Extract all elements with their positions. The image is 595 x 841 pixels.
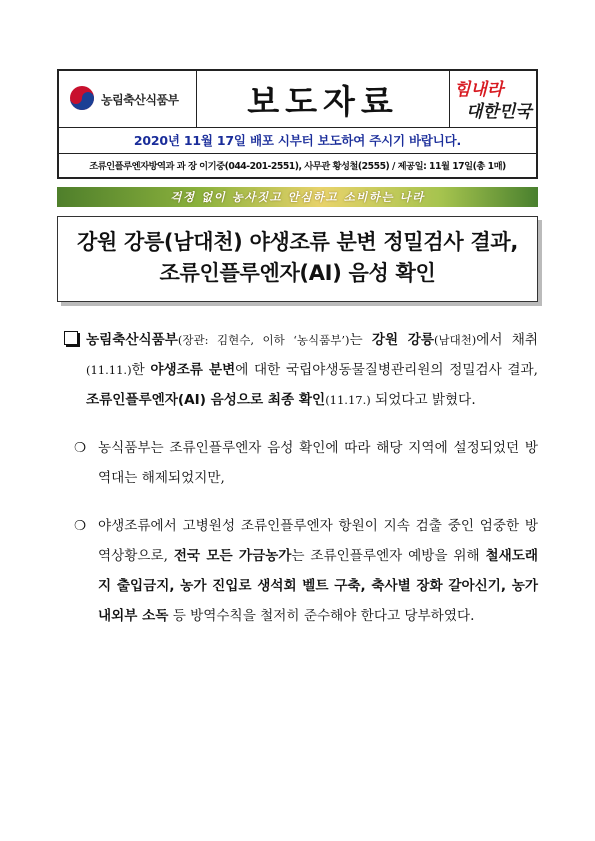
release-note: 2020년 11월 17일 배포 시부터 보도하여 주시기 바랍니다.: [133, 133, 462, 148]
headline-line-1: 강원 강릉(남대천) 야생조류 분변 정밀검사 결과,: [76, 230, 519, 254]
release-note-row: [59, 127, 536, 154]
sub-paragraph-1: ❍ 농식품부는 조류인플루엔자 음성 확인에 따라 해당 지역에 설정되었던 방역대는 해제되었지만,: [74, 433, 538, 493]
slogan-banner: [57, 187, 538, 207]
slogan-logo-cell: [450, 71, 536, 127]
press-title: 보도자료: [247, 81, 399, 121]
press-title-cell: [197, 71, 450, 127]
headline-line-2: 조류인플루엔자(AI) 음성 확인: [159, 261, 436, 285]
header-top-row: [59, 71, 536, 128]
article-body: [64, 325, 538, 631]
circle-bullet-icon: ❍: [74, 518, 87, 534]
svg-text:힘내라: 힘내라: [454, 80, 504, 100]
ministry-name: 농림축산식품부: [101, 93, 179, 107]
checkbox-bullet-icon: [64, 331, 78, 345]
contact-info: 조류인플루엔자방역과 과 장 이기중(044-201-2551), 사무관 황성철(2555) / 제공일: 11월 17일(총 1매): [89, 161, 506, 172]
taegeuk-emblem-icon: [69, 85, 95, 111]
ministry-logo-cell: [59, 71, 197, 127]
press-release-header: [57, 69, 538, 179]
sub-paragraph-2: ❍ 야생조류에서 고병원성 조류인플루엔자 항원이 지속 검출 중인 엄중한 방역상황으로, 전국 모든 가금농가는 조류인플루엔자 예방을 위해 철새도래지 출입금지, 농가 진입로 생석회 벨트 구축, 축사별 장화 갈아신기, 농가 내외부 소독 등 방역수칙을 철저히 준수해야 한다고 당부하였다.: [74, 511, 538, 631]
banner-slogan-text: 걱정 없이 농사짓고 안심하고 소비하는 나라: [170, 190, 425, 204]
slogan-logo-icon: [452, 75, 534, 123]
headline-box: [57, 216, 538, 302]
contact-row: [59, 153, 536, 177]
svg-text:대한민국: 대한민국: [466, 102, 532, 122]
circle-bullet-icon: ❍: [74, 440, 87, 456]
main-paragraph: 농림축산식품부(장관: 김현수, 이하 ‘농식품부’)는 강원 강릉(남대천)에서 채취(11.11.)한 야생조류 분변에 대한 국립야생동물질병관리원의 정밀검사 결과, 조류인플루엔자(AI) 음성으로 최종 확인(11.17.) 되었다고 밝혔다.: [64, 325, 538, 415]
